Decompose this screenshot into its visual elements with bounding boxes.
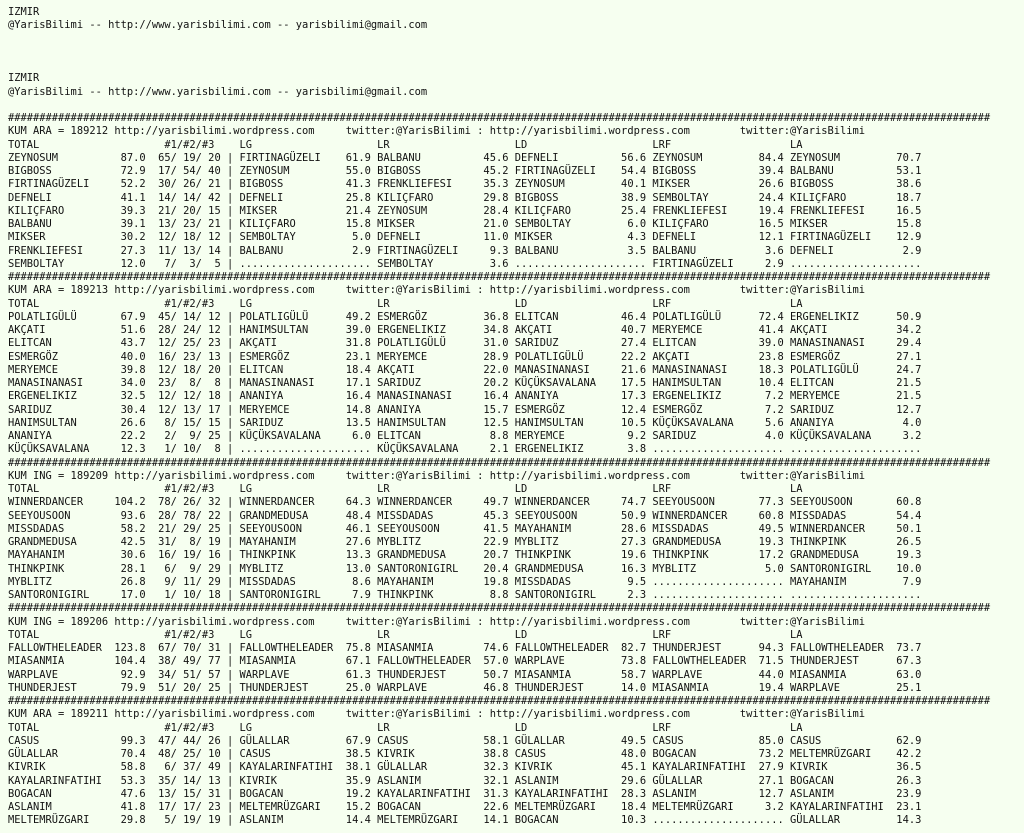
text-line: ERGENELIKIZ 32.5 12/ 12/ 18 | ANANIYA 16.4 MANASINANASI 16.4 ANANIYA 17.3 ERGENELIKIZ 7.2 MERYEMCE 21.5 xyxy=(8,390,922,403)
separator-line: ############################################################################################################################################################# xyxy=(8,112,991,124)
text-line: SANTORONIGIRL 17.0 1/ 10/ 18 | SANTORONIGIRL 7.9 THINKPINK 8.8 SANTORONIGIRL 2.3 ..................... ..................... xyxy=(8,589,922,601)
blank-line xyxy=(8,59,1024,72)
text-line: HANIMSULTAN 26.6 8/ 15/ 15 | SARIDUZ 13.5 HANIMSULTAN 12.5 HANIMSULTAN 10.5 KÜÇÜKSAVALANA 5.6 ANANIYA 4.0 xyxy=(8,416,922,429)
text-line: FALLOWTHELEADER 123.8 67/ 70/ 31 | FALLOWTHELEADER 75.8 MIASANMIA 74.6 FALLOWTHELEADER 82.7 THUNDERJEST 94.3 FALLOWTHELEADER 73.7 xyxy=(8,642,922,654)
blank-line xyxy=(8,99,1024,112)
column-header-line: TOTAL #1/#2/#3 LG LR LD LRF LA xyxy=(8,628,803,641)
text-line: MIASANMIA 104.4 38/ 49/ 77 | MIASANMIA 67.1 FALLOWTHELEADER 57.0 WARPLAVE 73.8 FALLOWTHELEADER 71.5 THUNDERJEST 67.3 xyxy=(8,655,922,668)
race-header-line: KUM ING = 189206 http://yarisbilimi.wordpress.com twitter:@YarisBilimi : http://yarisbilimi.wordpress.com twitter:@YarisBilimi xyxy=(8,615,866,628)
text-line: WARPLAVE 92.9 34/ 51/ 57 | WARPLAVE 61.3 THUNDERJEST 50.7 MIASANMIA 58.7 WARPLAVE 44.0 MIASANMIA 63.0 xyxy=(8,668,922,681)
text-line: MANASINANASI 34.0 23/ 8/ 8 | MANASINANASI 17.1 SARIDUZ 20.2 KÜÇÜKSAVALANA 17.5 HANIMSULTAN 10.4 ELITCAN 21.5 xyxy=(8,377,922,389)
text-line: POLATLIGÜLÜ 67.9 45/ 14/ 12 | POLATLIGÜLÜ 49.2 ESMERGÖZ 36.8 ELITCAN 46.4 POLATLIGÜLÜ 72.4 ERGENELIKIZ 50.9 xyxy=(8,310,922,323)
text-line: MISSDADAS 58.2 21/ 29/ 25 | SEEYOUSOON 46.1 SEEYOUSOON 41.5 MAYAHANIM 28.6 MISSDADAS 49.5 WINNERDANCER 50.1 xyxy=(8,522,922,535)
text-line: SARIDUZ 30.4 12/ 13/ 17 | MERYEMCE 14.8 ANANIYA 15.7 ESMERGÖZ 12.4 ESMERGÖZ 7.2 SARIDUZ 12.7 xyxy=(8,403,922,416)
text-line: THUNDERJEST 79.9 51/ 20/ 25 | THUNDERJEST 25.0 WARPLAVE 46.8 THUNDERJEST 14.0 MIASANMIA 19.4 WARPLAVE 25.1 xyxy=(8,681,922,694)
text-line: BIGBOSS 72.9 17/ 54/ 40 | ZEYNOSUM 55.0 BIGBOSS 45.2 FIRTINAGÜZELI 54.4 BIGBOSS 39.4 BALBANU 53.1 xyxy=(8,165,922,177)
race-header-line: KUM ARA = 189212 http://yarisbilimi.wordpress.com twitter:@YarisBilimi : http://yarisbilimi.wordpress.com twitter:@YarisBilimi xyxy=(8,125,866,138)
column-header-line: TOTAL #1/#2/#3 LG LR LD LRF LA xyxy=(8,483,803,495)
text-line: ELITCAN 43.7 12/ 25/ 23 | AKÇATI 31.8 POLATLIGÜLÜ 31.0 SARIDUZ 27.4 ELITCAN 39.0 MANASINANASI 29.4 xyxy=(8,337,922,350)
column-header-line: TOTAL #1/#2/#3 LG LR LD LRF LA xyxy=(8,138,803,151)
text-line: KIVRIK 58.8 6/ 37/ 49 | KAYALARINFATIHI 38.1 GÜLALLAR 32.3 KIVRIK 45.1 KAYALARINFATIHI 27.9 KIVRIK 36.5 xyxy=(8,761,922,774)
text-line: SEMBOLTAY 12.0 7/ 3/ 5 | ..................... SEMBOLTAY 3.6 ..................... FIRTINAGÜZELI 2.9 ..................... xyxy=(8,257,922,270)
text-line: THINKPINK 28.1 6/ 9/ 29 | MYBLITZ 13.0 SANTORONIGIRL 20.4 GRANDMEDUSA 16.3 MYBLITZ 5.0 SANTORONIGIRL 10.0 xyxy=(8,562,922,575)
text-line: DEFNELI 41.1 14/ 14/ 42 | DEFNELI 25.8 KILIÇFARO 29.8 BIGBOSS 38.9 SEMBOLTAY 24.4 KILIÇFARO 18.7 xyxy=(8,191,922,204)
separator-line: ############################################################################################################################################################# xyxy=(8,602,991,615)
text-line: ZEYNOSUM 87.0 65/ 19/ 20 | FIRTINAGÜZELI 61.9 BALBANU 45.6 DEFNELI 56.6 ZEYNOSUM 84.4 ZEYNOSUM 70.7 xyxy=(8,151,922,164)
text-line: CASUS 99.3 47/ 44/ 26 | GÜLALLAR 67.9 CASUS 58.1 GÜLALLAR 49.5 CASUS 85.0 CASUS 62.9 xyxy=(8,734,922,747)
text-line: BOGACAN 47.6 13/ 15/ 31 | BOGACAN 19.2 KAYALARINFATIHI 31.3 KAYALARINFATIHI 28.3 ASLANIM 12.7 ASLANIM 23.9 xyxy=(8,787,922,800)
text-line: MYBLITZ 26.8 9/ 11/ 29 | MISSDADAS 8.6 MAYAHANIM 19.8 MISSDADAS 9.5 ..................... MAYAHANIM 7.9 xyxy=(8,575,922,588)
text-line: MIKSER 30.2 12/ 18/ 12 | SEMBOLTAY 5.0 DEFNELI 11.0 MIKSER 4.3 DEFNELI 12.1 FIRTINAGÜZELI 12.9 xyxy=(8,231,922,244)
blank-line xyxy=(8,33,1024,46)
text-line: AKÇATI 51.6 28/ 24/ 12 | HANIMSULTAN 39.0 ERGENELIKIZ 34.8 AKÇATI 40.7 MERYEMCE 41.4 AKÇATI 34.2 xyxy=(8,324,922,336)
text-line: ESMERGÖZ 40.0 16/ 23/ 13 | ESMERGÖZ 23.1 MERYEMCE 28.9 POLATLIGÜLÜ 22.2 AKÇATI 23.8 ESMERGÖZ 27.1 xyxy=(8,350,922,363)
text-line: @YarisBilimi -- http://www.yarisbilimi.com -- yarisbilimi@gmail.com xyxy=(8,19,428,32)
text-line: KILIÇFARO 39.3 21/ 20/ 15 | MIKSER 21.4 ZEYNOSUM 28.4 KILIÇFARO 25.4 FRENKLIEFESI 19.4 FRENKLIEFESI 16.5 xyxy=(8,204,922,217)
text-line: WINNERDANCER 104.2 78/ 26/ 32 | WINNERDANCER 64.3 WINNERDANCER 49.7 WINNERDANCER 74.7 SEEYOUSOON 77.3 SEEYOUSOON 60.8 xyxy=(8,496,922,509)
text-line: GRANDMEDUSA 42.5 31/ 8/ 19 | MAYAHANIM 27.6 MYBLITZ 22.9 MYBLITZ 27.3 GRANDMEDUSA 19.3 THINKPINK 26.5 xyxy=(8,536,922,548)
race-header-line: KUM ARA = 189213 http://yarisbilimi.wordpress.com twitter:@YarisBilimi : http://yarisbilimi.wordpress.com twitter:@YarisBilimi xyxy=(8,284,866,297)
column-header-line: TOTAL #1/#2/#3 LG LR LD LRF LA xyxy=(8,721,803,734)
separator-line: ############################################################################################################################################################# xyxy=(8,695,991,707)
text-line: FIRTINAGÜZELI 52.2 30/ 26/ 21 | BIGBOSS 41.3 FRENKLIEFESI 35.3 ZEYNOSUM 40.1 MIKSER 26.6 BIGBOSS 38.6 xyxy=(8,178,922,191)
text-line: IZMIR xyxy=(8,6,40,18)
separator-line: ############################################################################################################################################################# xyxy=(8,456,991,469)
text-line: IZMIR xyxy=(8,72,40,85)
text-line: MELTEMRÜZGARI 29.8 5/ 19/ 19 | ASLANIM 14.4 MELTEMRÜZGARI 14.1 BOGACAN 10.3 ..................... GÜLALLAR 14.3 xyxy=(8,814,922,827)
text-line: MAYAHANIM 30.6 16/ 19/ 16 | THINKPINK 13.3 GRANDMEDUSA 20.7 THINKPINK 19.6 THINKPINK 17.2 GRANDMEDUSA 19.3 xyxy=(8,549,922,562)
text-line: FRENKLIEFESI 27.3 11/ 13/ 14 | BALBANU 2.9 FIRTINAGÜZELI 9.3 BALBANU 3.5 BALBANU 3.6 DEFNELI 2.9 xyxy=(8,244,922,257)
text-line: MERYEMCE 39.8 12/ 18/ 20 | ELITCAN 18.4 AKÇATI 22.0 MANASINANASI 21.6 MANASINANASI 18.3 POLATLIGÜLÜ 24.7 xyxy=(8,363,922,376)
blank-line xyxy=(8,46,1024,59)
race-header-line: KUM ARA = 189211 http://yarisbilimi.wordpress.com twitter:@YarisBilimi : http://yarisbilimi.wordpress.com twitter:@YarisBilimi xyxy=(8,708,866,721)
text-line: SEEYOUSOON 93.6 28/ 78/ 22 | GRANDMEDUSA 48.4 MISSDADAS 45.3 SEEYOUSOON 50.9 WINNERDANCER 60.8 MISSDADAS 54.4 xyxy=(8,509,922,522)
text-line: GÜLALLAR 70.4 48/ 25/ 10 | CASUS 38.5 KIVRIK 38.8 CASUS 48.0 BOGACAN 73.2 MELTEMRÜZGARI 42.2 xyxy=(8,748,922,760)
separator-line: ############################################################################################################################################################# xyxy=(8,271,991,283)
text-line: BALBANU 39.1 13/ 23/ 21 | KILIÇFARO 15.8 MIKSER 21.0 SEMBOLTAY 6.0 KILIÇFARO 16.5 MIKSER 15.8 xyxy=(8,218,922,230)
text-line: KÜÇÜKSAVALANA 12.3 1/ 10/ 8 | ..................... KÜÇÜKSAVALANA 2.1 ERGENELIKIZ 3.8 ..................... ..................... xyxy=(8,443,922,456)
text-line: KAYALARINFATIHI 53.3 35/ 14/ 13 | KIVRIK 35.9 ASLANIM 32.1 ASLANIM 29.6 GÜLALLAR 27.1 BOGACAN 26.3 xyxy=(8,774,922,787)
column-header-line: TOTAL #1/#2/#3 LG LR LD LRF LA xyxy=(8,297,803,310)
text-line: ANANIYA 22.2 2/ 9/ 25 | KÜÇÜKSAVALANA 6.0 ELITCAN 8.8 MERYEMCE 9.2 SARIDUZ 4.0 KÜÇÜKSAVALANA 3.2 xyxy=(8,430,922,442)
text-line: ASLANIM 41.8 17/ 17/ 23 | MELTEMRÜZGARI 15.2 BOGACAN 22.6 MELTEMRÜZGARI 18.4 MELTEMRÜZGARI 3.2 KAYALARINFATIHI 23.1 xyxy=(8,801,922,813)
text-line: @YarisBilimi -- http://www.yarisbilimi.com -- yarisbilimi@gmail.com xyxy=(8,85,428,98)
race-header-line: KUM ING = 189209 http://yarisbilimi.wordpress.com twitter:@YarisBilimi : http://yarisbilimi.wordpress.com twitter:@YarisBilimi xyxy=(8,469,866,482)
